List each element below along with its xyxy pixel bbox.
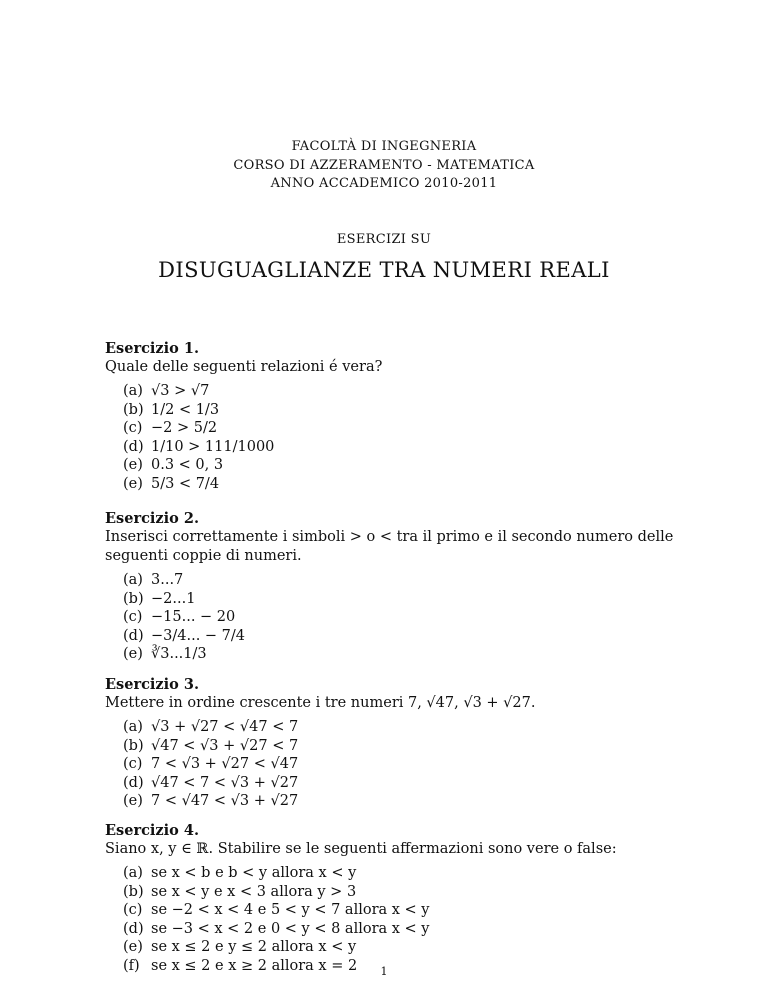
list-item — [123, 456, 675, 475]
academic-year-line: ANNO ACCADEMICO 2010-2011 — [270, 176, 498, 191]
exercise-intro: Mettere in ordine crescente i tre numeri 7, √47, √3 + √27. — [105, 695, 536, 711]
item-label: (b) — [123, 401, 144, 418]
list-item — [123, 571, 675, 590]
list-item — [123, 475, 675, 494]
document-subtitle: ESERCIZI SU — [336, 232, 432, 247]
page-number: 1 — [380, 965, 388, 978]
exercise-intro: Quale delle seguenti relazioni é vera? — [105, 359, 383, 375]
item-text: se x ≤ 2 e x ≥ 2 allora x = 2 — [151, 957, 358, 974]
list-item — [123, 608, 675, 627]
item-label: (a) — [123, 719, 143, 735]
item-label: (e) — [123, 939, 143, 956]
item-text: 1/2 < 1/3 — [151, 401, 220, 418]
item-label: (e) — [123, 457, 143, 474]
item-text: √47 < √3 + √27 < 7 — [151, 737, 299, 754]
list-item — [123, 920, 675, 939]
exercise-items — [105, 571, 675, 664]
exercise-intro: Inserisci correttamente i simboli > o < tra il primo e il secondo numero delle seguenti coppie di numeri. — [105, 529, 674, 564]
item-text: 7 < √3 + √27 < √47 — [151, 756, 299, 773]
list-item — [123, 419, 675, 438]
item-text: 7 < √47 < √3 + √27 — [151, 793, 299, 810]
list-item — [123, 627, 675, 646]
item-label: (a) — [123, 865, 143, 881]
item-text: −15... − 20 — [151, 609, 236, 626]
item-label: (b) — [123, 883, 144, 900]
item-text: 3...7 — [151, 572, 184, 588]
document-title: DISUGUAGLIANZE TRA NUMERI REALI — [158, 258, 610, 282]
item-label: (e) — [123, 646, 143, 663]
exercise-title: Esercizio 3. — [105, 676, 200, 693]
item-text: 1/10 > 111/1000 — [151, 438, 275, 455]
exercise-3 — [105, 676, 675, 811]
exercise-1 — [105, 340, 675, 494]
item-text: se x < b e b < y allora x < y — [151, 865, 357, 881]
item-label: (b) — [123, 590, 144, 607]
item-label: (a) — [123, 383, 143, 399]
list-item — [123, 645, 675, 664]
item-label: (d) — [123, 627, 144, 644]
item-text: se −2 < x < 4 e 5 < y < 7 allora x < y — [151, 902, 430, 919]
item-text: −2...1 — [151, 590, 196, 607]
item-text: √3 > √7 — [151, 383, 210, 399]
list-item — [123, 792, 675, 811]
item-text: ∛3...1/3 — [151, 646, 207, 663]
exercise-title: Esercizio 1. — [105, 340, 200, 357]
item-label: (e) — [123, 793, 143, 810]
list-item — [123, 438, 675, 457]
item-label: (d) — [123, 774, 144, 791]
list-item — [123, 755, 675, 774]
item-text: √3 + √27 < √47 < 7 — [151, 719, 299, 735]
item-label: (c) — [123, 756, 143, 773]
item-label: (d) — [123, 920, 144, 937]
list-item — [123, 774, 675, 793]
list-item — [123, 938, 675, 957]
exercise-items — [105, 382, 675, 494]
list-item — [123, 590, 675, 609]
exercise-2 — [105, 510, 675, 664]
item-text: −2 > 5/2 — [151, 420, 218, 437]
document-header — [0, 138, 768, 194]
item-label: (c) — [123, 902, 143, 919]
item-text: se x < y e x < 3 allora y > 3 — [151, 883, 357, 900]
item-text: se x ≤ 2 e y ≤ 2 allora x < y — [151, 939, 357, 956]
item-label: (e) — [123, 475, 143, 492]
exercise-items — [105, 718, 675, 811]
exercise-title: Esercizio 4. — [105, 822, 200, 839]
list-item — [123, 883, 675, 902]
exercise-4 — [105, 822, 675, 976]
faculty-line: FACOLTÀ DI INGEGNERIA — [291, 139, 477, 154]
list-item — [123, 737, 675, 756]
item-text: se −3 < x < 2 e 0 < y < 8 allora x < y — [151, 920, 430, 937]
list-item — [123, 401, 675, 420]
item-text: √47 < 7 < √3 + √27 — [151, 774, 299, 791]
item-label: (c) — [123, 609, 143, 626]
course-line: CORSO DI AZZERAMENTO - MATEMATICA — [233, 157, 535, 173]
exercise-title: Esercizio 2. — [105, 510, 200, 527]
item-text: 0.3 < 0, 3 — [151, 457, 224, 474]
exercise-intro: Siano x, y ∈ ℝ. Stabilire se le seguenti affermazioni sono vere o false: — [105, 841, 617, 857]
list-item — [123, 718, 675, 737]
item-label: (b) — [123, 737, 144, 754]
list-item — [123, 901, 675, 920]
item-text: −3/4... − 7/4 — [151, 627, 246, 644]
item-text: 5/3 < 7/4 — [151, 475, 220, 492]
item-label: (a) — [123, 572, 143, 588]
list-item — [123, 382, 675, 401]
item-label: (f) — [123, 957, 140, 974]
list-item — [123, 864, 675, 883]
exercise-items — [105, 864, 675, 976]
item-label: (c) — [123, 420, 143, 437]
item-label: (d) — [123, 438, 144, 455]
